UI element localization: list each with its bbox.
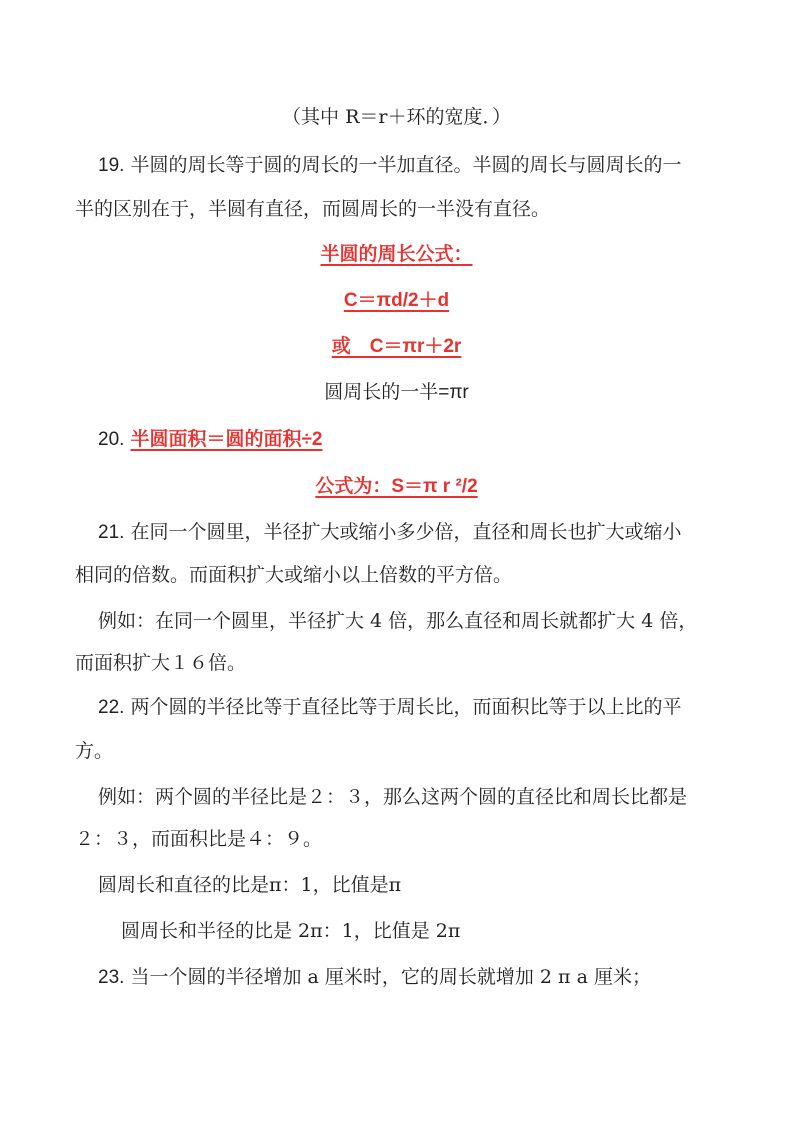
item-22-example-line-1 xyxy=(98,785,687,809)
item-22-example-line-2 xyxy=(75,827,322,851)
formula-text: C＝πd/2＋d xyxy=(343,290,450,311)
item-21-line-1 xyxy=(98,520,681,545)
ratio-radius-line xyxy=(121,919,460,943)
area-formula-text: 公式为：S＝π r ²/2 xyxy=(315,476,478,497)
item-number: 19. xyxy=(98,155,125,176)
item-text: 在同一个圆里，半径扩大或缩小多少倍，直径和周长也扩大或缩小 xyxy=(130,521,682,543)
half-circumference-line xyxy=(0,380,793,405)
example-text: 而面积扩大１６倍。 xyxy=(75,652,247,674)
note-text: （其中 R＝r＋环的宽度．） xyxy=(282,106,511,128)
item-number: 20. xyxy=(98,429,125,450)
item-21-example-line-1 xyxy=(98,609,697,633)
item-text: 两个圆的半径比等于直径比等于周长比，而面积比等于以上比的平 xyxy=(130,696,682,718)
item-22-line-1 xyxy=(98,695,681,720)
item-number: 23. xyxy=(98,967,125,988)
item-number: 21. xyxy=(98,522,125,543)
item-20-line xyxy=(98,427,362,452)
formula-line-1 xyxy=(0,288,793,313)
item-text: 半的区别在于，半圆有直径，而圆周长的一半没有直径。 xyxy=(75,198,551,220)
item-22-line-2 xyxy=(75,739,113,763)
formula-heading xyxy=(0,242,793,267)
half-circumference-text: 圆周长的一半=πr xyxy=(324,382,469,403)
ratio-diameter-line xyxy=(98,873,401,897)
item-19-line-2 xyxy=(75,197,550,221)
item-21-line-2 xyxy=(75,563,512,587)
item-text: 当一个圆的半径增加 a 厘米时，它的周长就增加 2 π a 厘米； xyxy=(130,966,651,988)
formula-text: 或 C＝πr＋2r xyxy=(331,336,462,357)
note-line xyxy=(0,105,793,129)
ratio-text: 圆周长和直径的比是π：1，比值是π xyxy=(98,874,402,896)
item-21-example-line-2 xyxy=(75,651,246,675)
formula-line-2 xyxy=(0,334,793,359)
item-19-line-1 xyxy=(98,153,681,178)
item-23-line xyxy=(98,965,651,990)
example-text: 例如：两个圆的半径比是２：３，那么这两个圆的直径比和周长比都是 xyxy=(98,786,688,808)
item-text: 相同的倍数。而面积扩大或缩小以上倍数的平方倍。 xyxy=(75,564,513,586)
item-highlight-text: 半圆面积＝圆的面积÷2 xyxy=(130,429,323,450)
formula-heading-text: 半圆的周长公式： xyxy=(320,244,473,265)
item-text: 半圆的周长等于圆的周长的一半加直径。半圆的周长与圆周长的一 xyxy=(130,154,682,176)
area-formula-line xyxy=(0,474,793,499)
item-number: 22. xyxy=(98,697,125,718)
example-text: ２：３，而面积比是４：９。 xyxy=(75,828,323,850)
item-text: 方。 xyxy=(75,740,114,762)
example-text: 例如：在同一个圆里，半径扩大 4 倍，那么直径和周长就都扩大 4 倍， xyxy=(98,610,698,632)
ratio-text: 圆周长和半径的比是 2π：1，比值是 2π xyxy=(121,920,461,942)
